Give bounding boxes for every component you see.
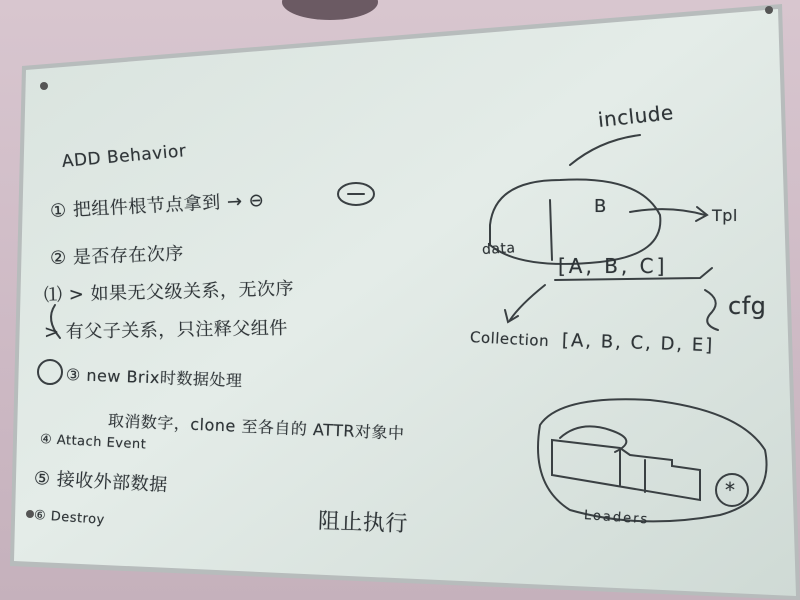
diagram-star-symbol: * — [725, 478, 736, 502]
notes-heading: ADD Behavior — [61, 141, 188, 172]
note-item-5: ③ new Brix时数据处理 — [65, 365, 243, 391]
diagram-top-label: include — [596, 100, 675, 132]
diagram-tpl-label: Tpl — [712, 206, 738, 225]
diagram-bubble-letter: B — [594, 196, 607, 217]
note-item-2: ② 是否存在次序 — [49, 243, 185, 269]
diagram-set-two: [A, B, C, D, E] — [561, 330, 715, 357]
notes-footer: 阻止执行 — [317, 509, 409, 538]
note-item-1: ① 把组件根节点拿到 → ⊖ — [49, 189, 265, 222]
screw-bottom-left — [26, 510, 34, 518]
note-item-6: 取消数字，clone 至各自的 ATTR对象中 — [107, 411, 405, 443]
note-item-3: ⑴ > 如果无父级关系，无次序 — [43, 278, 295, 306]
diagram-collection-label: Collection — [469, 328, 550, 351]
note-item-8: ⑤ 接收外部数据 — [33, 468, 169, 496]
diagram-data-label: data — [481, 240, 516, 258]
screw-top-left — [40, 82, 48, 90]
note-item-4: > 有父子关系，只注释父组件 — [43, 317, 288, 343]
screw-top-right — [765, 6, 773, 14]
diagram-set-one: [A, B, C] — [558, 254, 668, 278]
note-item-7: ④ Attach Event — [39, 432, 147, 453]
ceiling-light — [282, 0, 378, 20]
diagram-bottom-label: Loaders — [583, 508, 650, 528]
note-item-9: ⑥ Destroy — [33, 508, 106, 528]
diagram-cfg-label: cfg — [728, 292, 767, 320]
